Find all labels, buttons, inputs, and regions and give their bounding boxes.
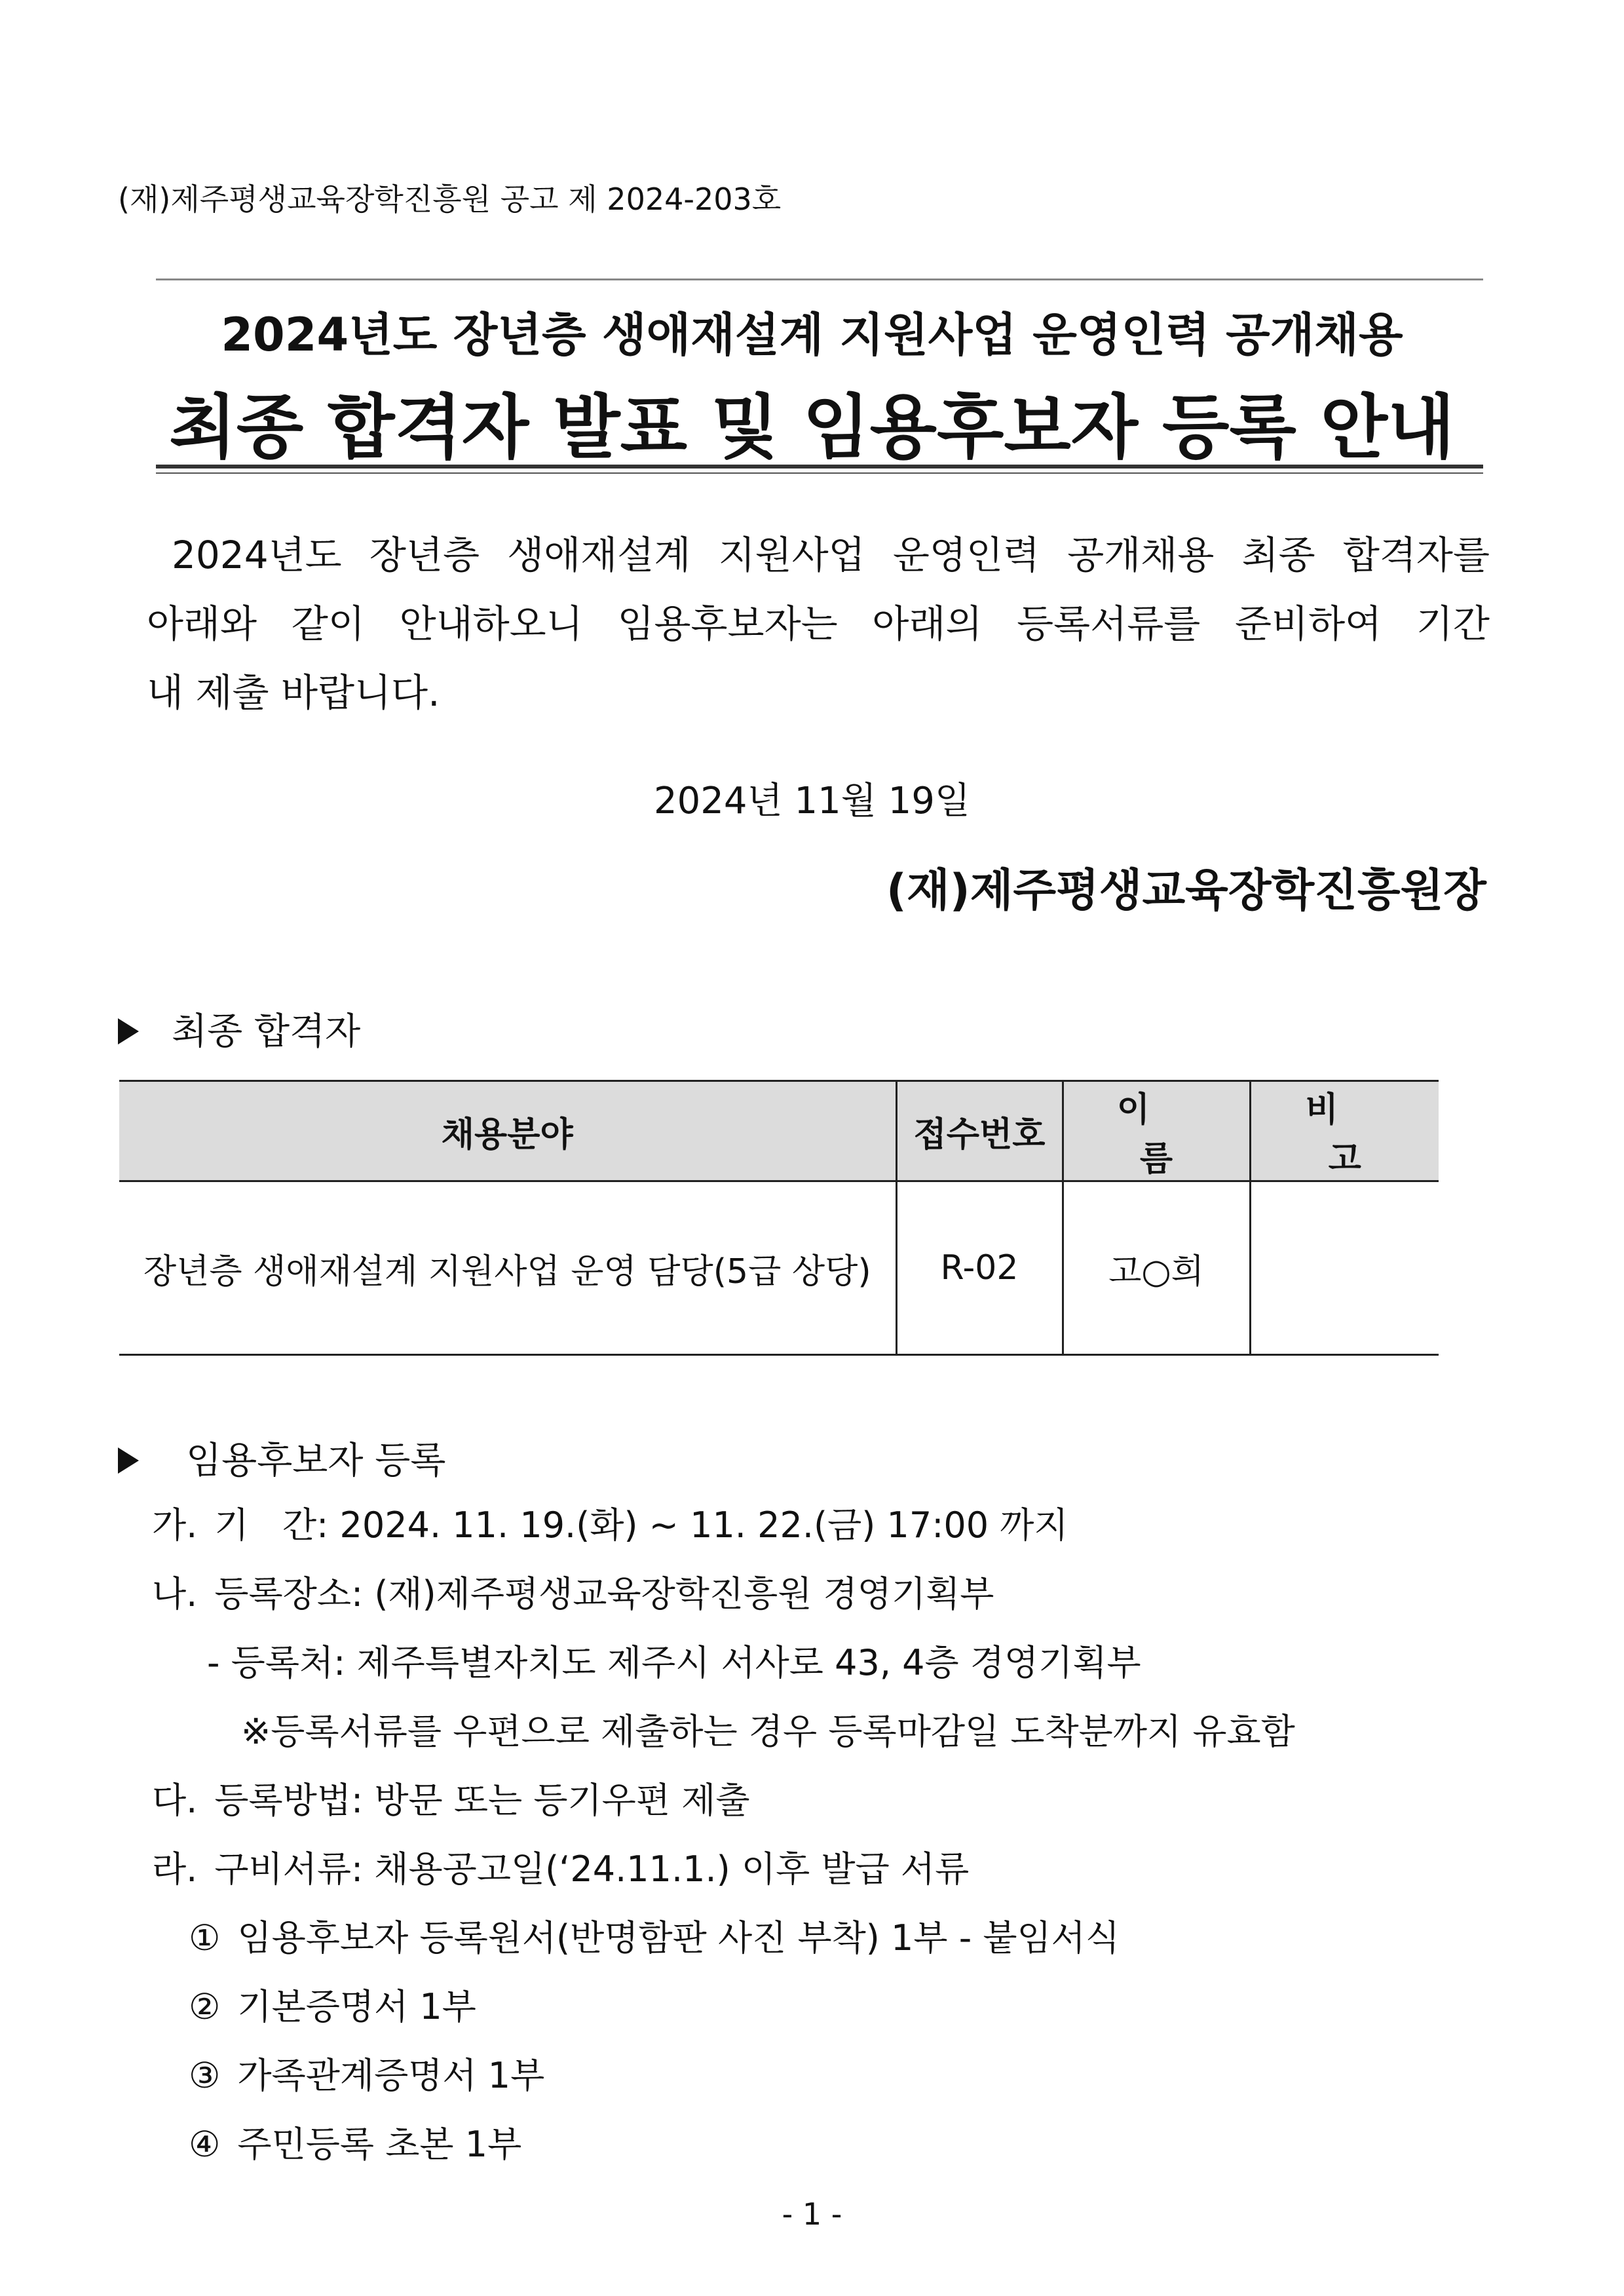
intro-word: 등록서류를 [1017,602,1201,646]
table-row [119,1181,1439,1355]
item-method [152,1772,750,1823]
col-header-name [1063,1081,1250,1181]
col-header-remarks [1250,1081,1439,1181]
page-number: - 1 - [782,2196,842,2232]
item-place-note: ※등록서류를 우편으로 제출하는 경우 등록마감일 도착분까지 유효함 [241,1711,1295,1752]
section-heading-text: 임용후보자 등록 [186,1440,446,1482]
table-header-row [119,1081,1439,1181]
intro-word: 운영인력 [892,533,1040,577]
col-header-name-text: 이 름 [1116,1090,1219,1179]
circled-number: ③ [189,2055,221,2096]
intro-word: 지원사업 [718,533,865,577]
notice-number: (재)제주평생교육장학진흥원 공고 제 2024-203호 [118,182,782,217]
intro-word: 임용후보자는 [617,602,838,646]
item-period [152,1497,1068,1548]
intro-word: 같이 [291,602,365,646]
document-item [189,1910,1120,1961]
title-bottom-rule [156,465,1483,469]
item-place-address: - 등록처: 제주특별자치도 제주시 서사로 43, 4층 경영기획부 [207,1642,1141,1683]
title-line-1: 2024년도 장년층 생애재설계 지원사업 운영인력 공개채용 [221,308,1403,362]
title-line-2: 최종 합격자 발표 및 임용후보자 등록 안내 [169,387,1455,468]
item-documents [152,1841,969,1892]
item-text: 등록장소: (재)제주평생교육장학진흥원 경영기획부 [214,1573,994,1615]
document-item [189,2116,521,2167]
document-text: 주민등록 초본 1부 [237,2124,522,2165]
intro-word: 아래의 [872,602,983,646]
final-results-table [119,1080,1439,1356]
item-label: 기 간: [214,1504,329,1546]
cell-remarks [1250,1181,1439,1355]
document-item [189,2048,544,2098]
item-marker: 라. [152,1848,198,1890]
item-marker: 가. [152,1504,198,1546]
intro-word: 장년층 [369,533,480,577]
intro-line-3: 내 제출 바랍니다. [147,670,440,715]
item-text: 구비서류: 채용공고일(‘24.11.1.) 이후 발급 서류 [214,1848,970,1890]
announcement-date: 2024년 11월 19일 [654,780,970,822]
intro-word: 생애재설계 [507,533,691,577]
item-marker: 다. [152,1780,198,1821]
intro-word: 2024년도 [172,533,342,577]
circled-number: ① [189,1917,221,1959]
section-heading-text: 최종 합격자 [172,1010,361,1053]
title-top-rule [156,278,1483,280]
title-bottom-rule-inner [156,472,1483,474]
col-header-field: 채용분야 [119,1081,896,1181]
section-heading-final [118,1003,360,1055]
document-text: 임용후보자 등록원서(반명함판 사진 부착) 1부 - 붙임서식 [237,1917,1120,1959]
col-header-receipt-no: 접수번호 [896,1081,1063,1181]
intro-word: 안내하오니 [399,602,583,646]
cell-name: 고○희 [1063,1181,1250,1355]
item-place [152,1566,994,1617]
cell-receipt-no: R-02 [896,1181,1063,1355]
circled-number: ④ [189,2124,221,2165]
intro-word: 준비하여 [1235,602,1382,646]
item-marker: 나. [152,1573,198,1615]
intro-line-1 [172,524,1490,579]
intro-line-2 [147,593,1490,648]
item-text: 등록방법: 방문 또는 등기우편 제출 [214,1780,750,1821]
document-item [189,1979,476,2029]
issuer-name: (재)제주평생교육장학진흥원장 [886,865,1486,917]
document-text: 기본증명서 1부 [237,1986,476,2027]
triangle-bullet-icon [118,1447,139,1474]
circled-number: ② [189,1986,221,2027]
col-header-remarks-text: 비 고 [1305,1090,1407,1179]
intro-word: 합격자를 [1342,533,1490,577]
item-value: 2024. 11. 19.(화) ~ 11. 22.(금) 17:00 까지 [339,1504,1068,1546]
intro-word: 기간 [1416,602,1490,646]
intro-word: 공개채용 [1067,533,1215,577]
cell-field: 장년층 생애재설계 지원사업 운영 담당(5급 상당) [119,1181,896,1355]
triangle-bullet-icon [118,1018,139,1044]
section-heading-registration [118,1432,445,1484]
intro-word: 최종 [1241,533,1315,577]
document-text: 가족관계증명서 1부 [237,2055,545,2096]
intro-word: 아래와 [147,602,257,646]
